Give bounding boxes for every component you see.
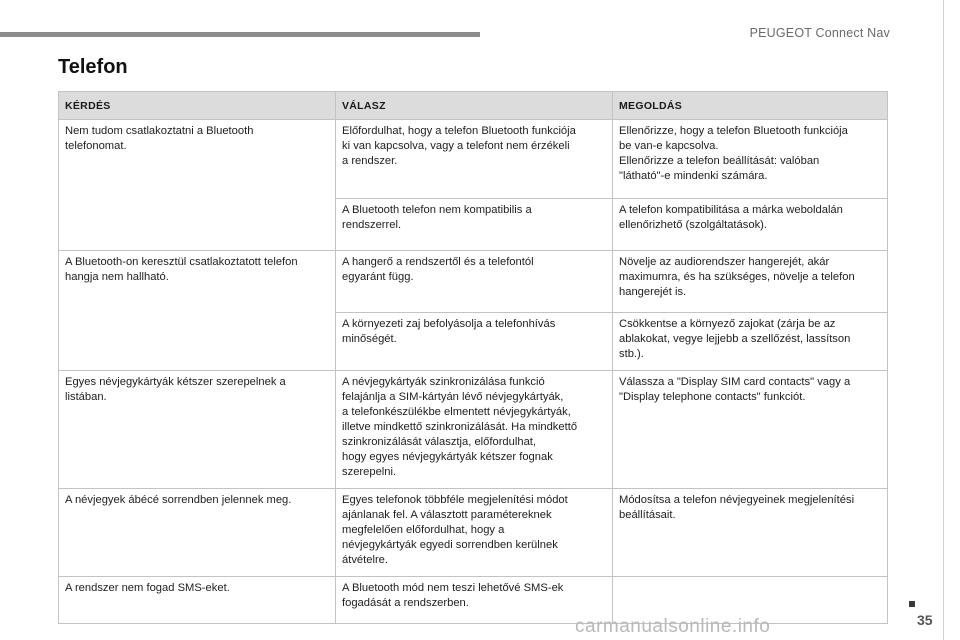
answer-cell: A névjegykártyák szinkronizálása funkció felajánlja a SIM-kártyán lévő névjegykártyák, a telefonkészülékbe elmentett névjegykártyák, illetve mindkettő szinkronizálását. Ha mindkettő szinkronizálását választja, előfordulhat, hogy egyes névjegykártyák kétszer fognak szerepelni. bbox=[336, 371, 613, 489]
solution-cell: Növelje az audiorendszer hangerejét, akár maximumra, és ha szükséges, növelje a telefon hangerejét is. bbox=[613, 251, 888, 313]
question-cell: Egyes névjegykártyák kétszer szerepelnek a listában. bbox=[59, 371, 336, 489]
answer-cell: A Bluetooth mód nem teszi lehetővé SMS-ek fogadását a rendszerben. bbox=[336, 577, 613, 624]
solution-cell: Csökkentse a környező zajokat (zárja be az ablakokat, vegye lejjebb a szellőzést, lassítson stb.). bbox=[613, 313, 888, 371]
column-header-answer: VÁLASZ bbox=[336, 92, 613, 120]
page-number: 35 bbox=[917, 612, 933, 628]
watermark: carmanualsonline.info bbox=[575, 616, 771, 637]
solution-cell: A telefon kompatibilitása a márka weboldalán ellenőrizhető (szolgáltatások). bbox=[613, 199, 888, 251]
table-row bbox=[59, 371, 888, 489]
table-row bbox=[59, 489, 888, 577]
answer-cell: Egyes telefonok többféle megjelenítési módot ajánlanak fel. A választott paramétereknek megfelelően előfordulhat, hogy a névjegykártyák egyedi sorrendben kerülnek átvételre. bbox=[336, 489, 613, 577]
solution-cell: Válassza a "Display SIM card contacts" vagy a "Display telephone contacts" funkciót. bbox=[613, 371, 888, 489]
question-cell: A Bluetooth-on keresztül csatlakoztatott telefon hangja nem hallható. bbox=[59, 251, 336, 371]
column-header-solution: MEGOLDÁS bbox=[613, 92, 888, 120]
column-header-question: KÉRDÉS bbox=[59, 92, 336, 120]
side-rule bbox=[943, 0, 944, 640]
header-rule bbox=[0, 32, 480, 37]
question-cell: Nem tudom csatlakoztatni a Bluetooth telefonomat. bbox=[59, 120, 336, 251]
header-brand: PEUGEOT Connect Nav bbox=[749, 26, 890, 40]
bullet-square-icon bbox=[909, 601, 915, 607]
answer-cell: Előfordulhat, hogy a telefon Bluetooth funkciója ki van kapcsolva, vagy a telefont nem érzékeli a rendszer. bbox=[336, 120, 613, 199]
answer-cell: A környezeti zaj befolyásolja a telefonhívás minőségét. bbox=[336, 313, 613, 371]
solution-cell: Ellenőrizze, hogy a telefon Bluetooth funkciója be van-e kapcsolva. Ellenőrizze a telefon beállítását: valóban "látható"-e mindenki számára. bbox=[613, 120, 888, 199]
answer-cell: A Bluetooth telefon nem kompatibilis a rendszerrel. bbox=[336, 199, 613, 251]
table-header-row bbox=[59, 92, 888, 120]
question-cell: A rendszer nem fogad SMS-eket. bbox=[59, 577, 336, 624]
table-row bbox=[59, 251, 888, 313]
question-cell: A névjegyek ábécé sorrendben jelennek meg. bbox=[59, 489, 336, 577]
answer-cell: A hangerő a rendszertől és a telefontól egyaránt függ. bbox=[336, 251, 613, 313]
faq-table bbox=[58, 91, 888, 624]
table-row bbox=[59, 120, 888, 199]
solution-cell: Módosítsa a telefon névjegyeinek megjelenítési beállításait. bbox=[613, 489, 888, 577]
page-title: Telefon bbox=[58, 56, 128, 78]
